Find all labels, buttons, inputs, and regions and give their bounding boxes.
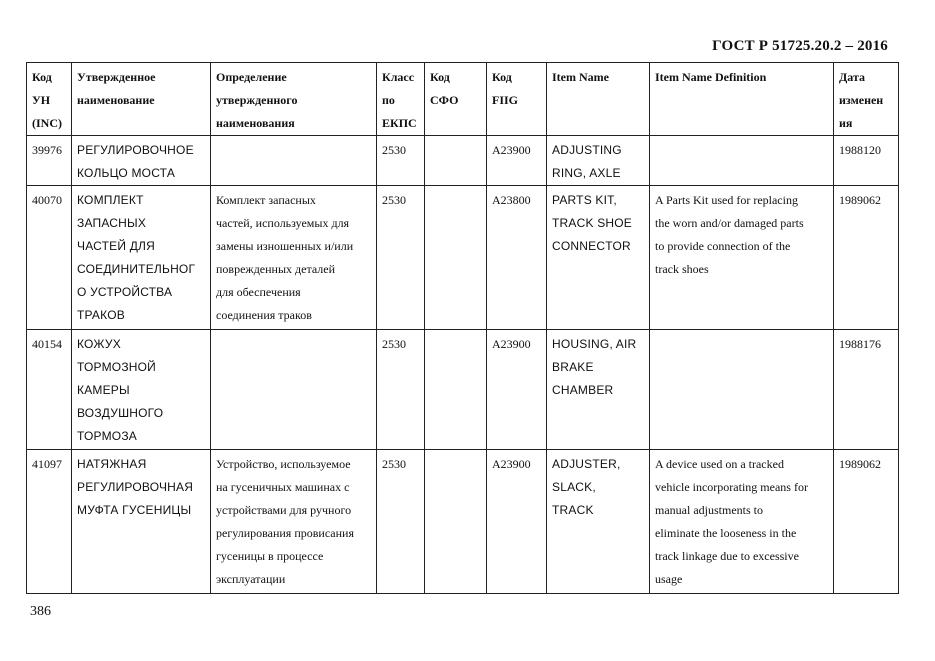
- cell-date: 1988176: [834, 330, 899, 450]
- cell-inc: 41097: [27, 450, 72, 594]
- cell-fiig: A23900: [487, 330, 547, 450]
- cell-approved-name: НАТЯЖНАЯ РЕГУЛИРОВОЧНАЯ МУФТА ГУСЕНИЦЫ: [72, 450, 211, 594]
- cell-fiig: A23800: [487, 186, 547, 330]
- col-header-date: Дата изменен ия: [834, 63, 899, 136]
- cell-sfo: [425, 330, 487, 450]
- table-header-row: [27, 63, 899, 136]
- cell-item-name: PARTS KIT, TRACK SHOE CONNECTOR: [547, 186, 650, 330]
- cell-class: 2530: [377, 136, 425, 186]
- document-standard-title: ГОСТ Р 51725.20.2 – 2016: [712, 38, 888, 54]
- cell-item-name: HOUSING, AIR BRAKE CHAMBER: [547, 330, 650, 450]
- table-row: [27, 330, 899, 450]
- cell-approved-name: РЕГУЛИРОВОЧНОЕ КОЛЬЦО МОСТА: [72, 136, 211, 186]
- table-row: [27, 186, 899, 330]
- cell-item-definition: [650, 136, 834, 186]
- col-header-item-definition: Item Name Definition: [650, 63, 834, 136]
- cell-fiig: A23900: [487, 450, 547, 594]
- cell-definition: [211, 136, 377, 186]
- col-header-inc: Код УН (INC): [27, 63, 72, 136]
- cell-approved-name: КОЖУХ ТОРМОЗНОЙ КАМЕРЫ ВОЗДУШНОГО ТОРМОЗА: [72, 330, 211, 450]
- cell-definition: Устройство, используемое на гусеничных машинах с устройствами для ручного регулирования провисания гусеницы в процессе эксплуатации: [211, 450, 377, 594]
- page-number: 386: [30, 604, 51, 619]
- cell-class: 2530: [377, 330, 425, 450]
- cell-class: 2530: [377, 186, 425, 330]
- cell-inc: 39976: [27, 136, 72, 186]
- cell-sfo: [425, 136, 487, 186]
- cell-class: 2530: [377, 450, 425, 594]
- cell-item-definition: A device used on a tracked vehicle incorporating means for manual adjustments to eliminate the looseness in the track linkage due to excessive usage: [650, 450, 834, 594]
- col-header-approved-name: Утвержденное наименование: [72, 63, 211, 136]
- cell-fiig: A23900: [487, 136, 547, 186]
- catalog-table: [26, 62, 899, 594]
- cell-date: 1989062: [834, 186, 899, 330]
- col-header-fiig: Код FIIG: [487, 63, 547, 136]
- col-header-sfo: Код СФО: [425, 63, 487, 136]
- cell-inc: 40154: [27, 330, 72, 450]
- table-row: [27, 450, 899, 594]
- cell-item-definition: A Parts Kit used for replacing the worn and/or damaged parts to provide connection of the track shoes: [650, 186, 834, 330]
- cell-definition: Комплект запасных частей, используемых для замены изношенных и/или поврежденных деталей для обеспечения соединения траков: [211, 186, 377, 330]
- cell-date: 1989062: [834, 450, 899, 594]
- cell-item-name: ADJUSTING RING, AXLE: [547, 136, 650, 186]
- cell-inc: 40070: [27, 186, 72, 330]
- cell-sfo: [425, 450, 487, 594]
- col-header-class: Класс по ЕКПС: [377, 63, 425, 136]
- cell-item-definition: [650, 330, 834, 450]
- cell-approved-name: КОМПЛЕКТ ЗАПАСНЫХ ЧАСТЕЙ ДЛЯ СОЕДИНИТЕЛЬНОГ О УСТРОЙСТВА ТРАКОВ: [72, 186, 211, 330]
- col-header-definition: Определение утвержденного наименования: [211, 63, 377, 136]
- cell-item-name: ADJUSTER, SLACK, TRACK: [547, 450, 650, 594]
- col-header-item-name: Item Name: [547, 63, 650, 136]
- cell-sfo: [425, 186, 487, 330]
- cell-date: 1988120: [834, 136, 899, 186]
- table-row: [27, 136, 899, 186]
- cell-definition: [211, 330, 377, 450]
